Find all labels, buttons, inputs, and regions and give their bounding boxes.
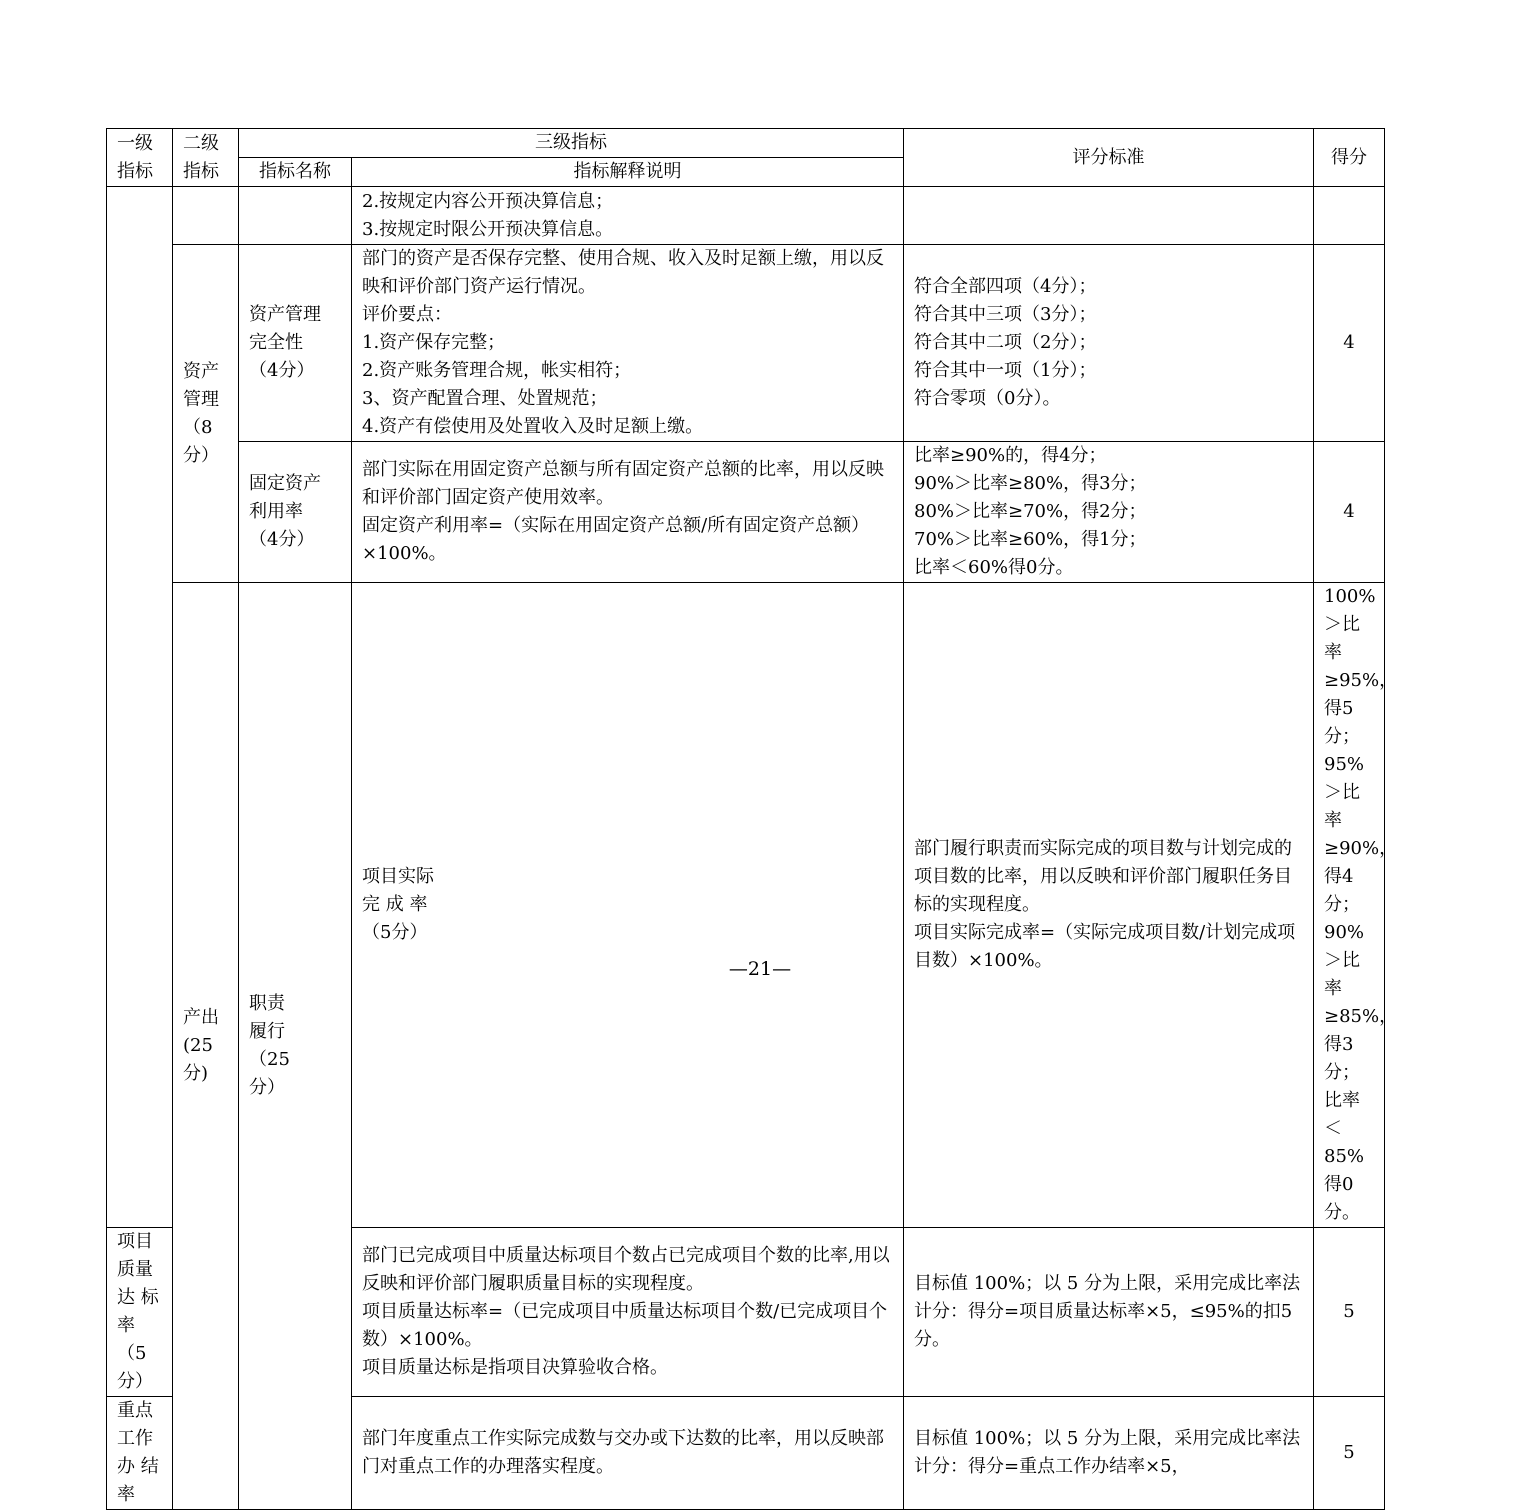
level1-cell-empty bbox=[107, 187, 173, 1228]
header-level1: 一级 指标 bbox=[107, 129, 173, 187]
indicator-name-project-completion: 项目实际 完 成 率 （5分） bbox=[352, 583, 904, 1228]
evaluation-table bbox=[106, 128, 1398, 1510]
header-score: 得分 bbox=[1314, 129, 1385, 187]
level2-cell-empty bbox=[173, 187, 239, 245]
level2-duty-performance: 职责 履行 （25 分） bbox=[239, 583, 352, 1510]
indicator-desc-continued: 2.按规定内容公开预决算信息； 3.按规定时限公开预决算信息。 bbox=[352, 187, 904, 245]
score-fixed-asset-utilization: 4 bbox=[1314, 442, 1385, 583]
table-row bbox=[107, 442, 1385, 583]
header-indicator-name: 指标名称 bbox=[239, 158, 352, 187]
indicator-desc-fixed-asset-utilization: 部门实际在用固定资产总额与所有固定资产总额的比率，用以反映和评价部门固定资产使用效率。 固定资产利用率=（实际在用固定资产总额/所有固定资产总额）×100%。 bbox=[352, 442, 904, 583]
criteria-project-quality: 目标值 100%；以 5 分为上限，采用完成比率法计分：得分=项目质量达标率×5，≤95%的扣5分。 bbox=[904, 1228, 1314, 1397]
indicator-name-fixed-asset-utilization: 固定资产 利用率 （4分） bbox=[239, 442, 352, 583]
table-row bbox=[107, 187, 1385, 245]
header-criteria: 评分标准 bbox=[904, 129, 1314, 187]
indicator-name-asset-completeness: 资产管理 完全性 （4分） bbox=[239, 245, 352, 442]
score-asset-completeness: 4 bbox=[1314, 245, 1385, 442]
indicator-desc-asset-completeness: 部门的资产是否保存完整、使用合规、收入及时足额上缴，用以反映和评价部门资产运行情况。 评价要点： 1.资产保存完整； 2.资产账务管理合规，帐实相符； 3、资产配置合理、处置规范； 4.资产有偿使用及处置收入及时足额上缴。 bbox=[352, 245, 904, 442]
header-row-1 bbox=[107, 129, 1385, 158]
name-cell-empty bbox=[239, 187, 352, 245]
criteria-fixed-asset-utilization: 比率≥90%的，得4分； 90%＞比率≥80%，得3分； 80%＞比率≥70%，得2分； 70%＞比率≥60%，得1分； 比率＜60%得0分。 bbox=[904, 442, 1314, 583]
indicator-name-key-work: 重点工作 办 结 率 bbox=[107, 1397, 173, 1510]
criteria-asset-completeness: 符合全部四项（4分）； 符合其中三项（3分）； 符合其中二项（2分）； 符合其中一项（1分）； 符合零项（0分）。 bbox=[904, 245, 1314, 442]
table-row bbox=[107, 583, 1385, 1228]
page-number: —21— bbox=[728, 958, 792, 980]
indicator-name-project-quality: 项目质量 达 标 率 （5分） bbox=[107, 1228, 173, 1397]
indicator-desc-key-work: 部门年度重点工作实际完成数与交办或下达数的比率，用以反映部门对重点工作的办理落实程度。 bbox=[352, 1397, 904, 1510]
header-indicator-desc: 指标解释说明 bbox=[352, 158, 904, 187]
criteria-key-work: 目标值 100%；以 5 分为上限，采用完成比率法计分：得分=重点工作办结率×5， bbox=[904, 1397, 1314, 1510]
criteria-project-completion: 100%＞比率≥95%，得5分； 95%＞比率≥90%，得4分； 90%＞比率≥85%，得3分； 比率＜85%得0分。 bbox=[1314, 583, 1385, 1228]
indicator-desc-project-quality: 部门已完成项目中质量达标项目个数占已完成项目个数的比率,用以反映和评价部门履职质量目标的实现程度。 项目质量达标率=（已完成项目中质量达标项目个数/已完成项目个数）×100%。 项目质量达标是指项目决算验收合格。 bbox=[352, 1228, 904, 1397]
header-level2: 二级 指标 bbox=[173, 129, 239, 187]
header-level3: 三级指标 bbox=[239, 129, 904, 158]
level2-asset-management: 资产 管理 （8 分） bbox=[173, 245, 239, 583]
table-row bbox=[107, 245, 1385, 442]
score-project-quality: 5 bbox=[1314, 1228, 1385, 1397]
criteria-cell-empty bbox=[904, 187, 1314, 245]
level1-output: 产出 (25 分) bbox=[173, 583, 239, 1510]
score-cell-empty bbox=[1314, 187, 1385, 245]
indicator-desc-project-completion: 部门履行职责而实际完成的项目数与计划完成的项目数的比率，用以反映和评价部门履职任务目标的实现程度。 项目实际完成率=（实际完成项目数/计划完成项目数）×100%。 bbox=[904, 583, 1314, 1228]
score-key-work: 5 bbox=[1314, 1397, 1385, 1510]
